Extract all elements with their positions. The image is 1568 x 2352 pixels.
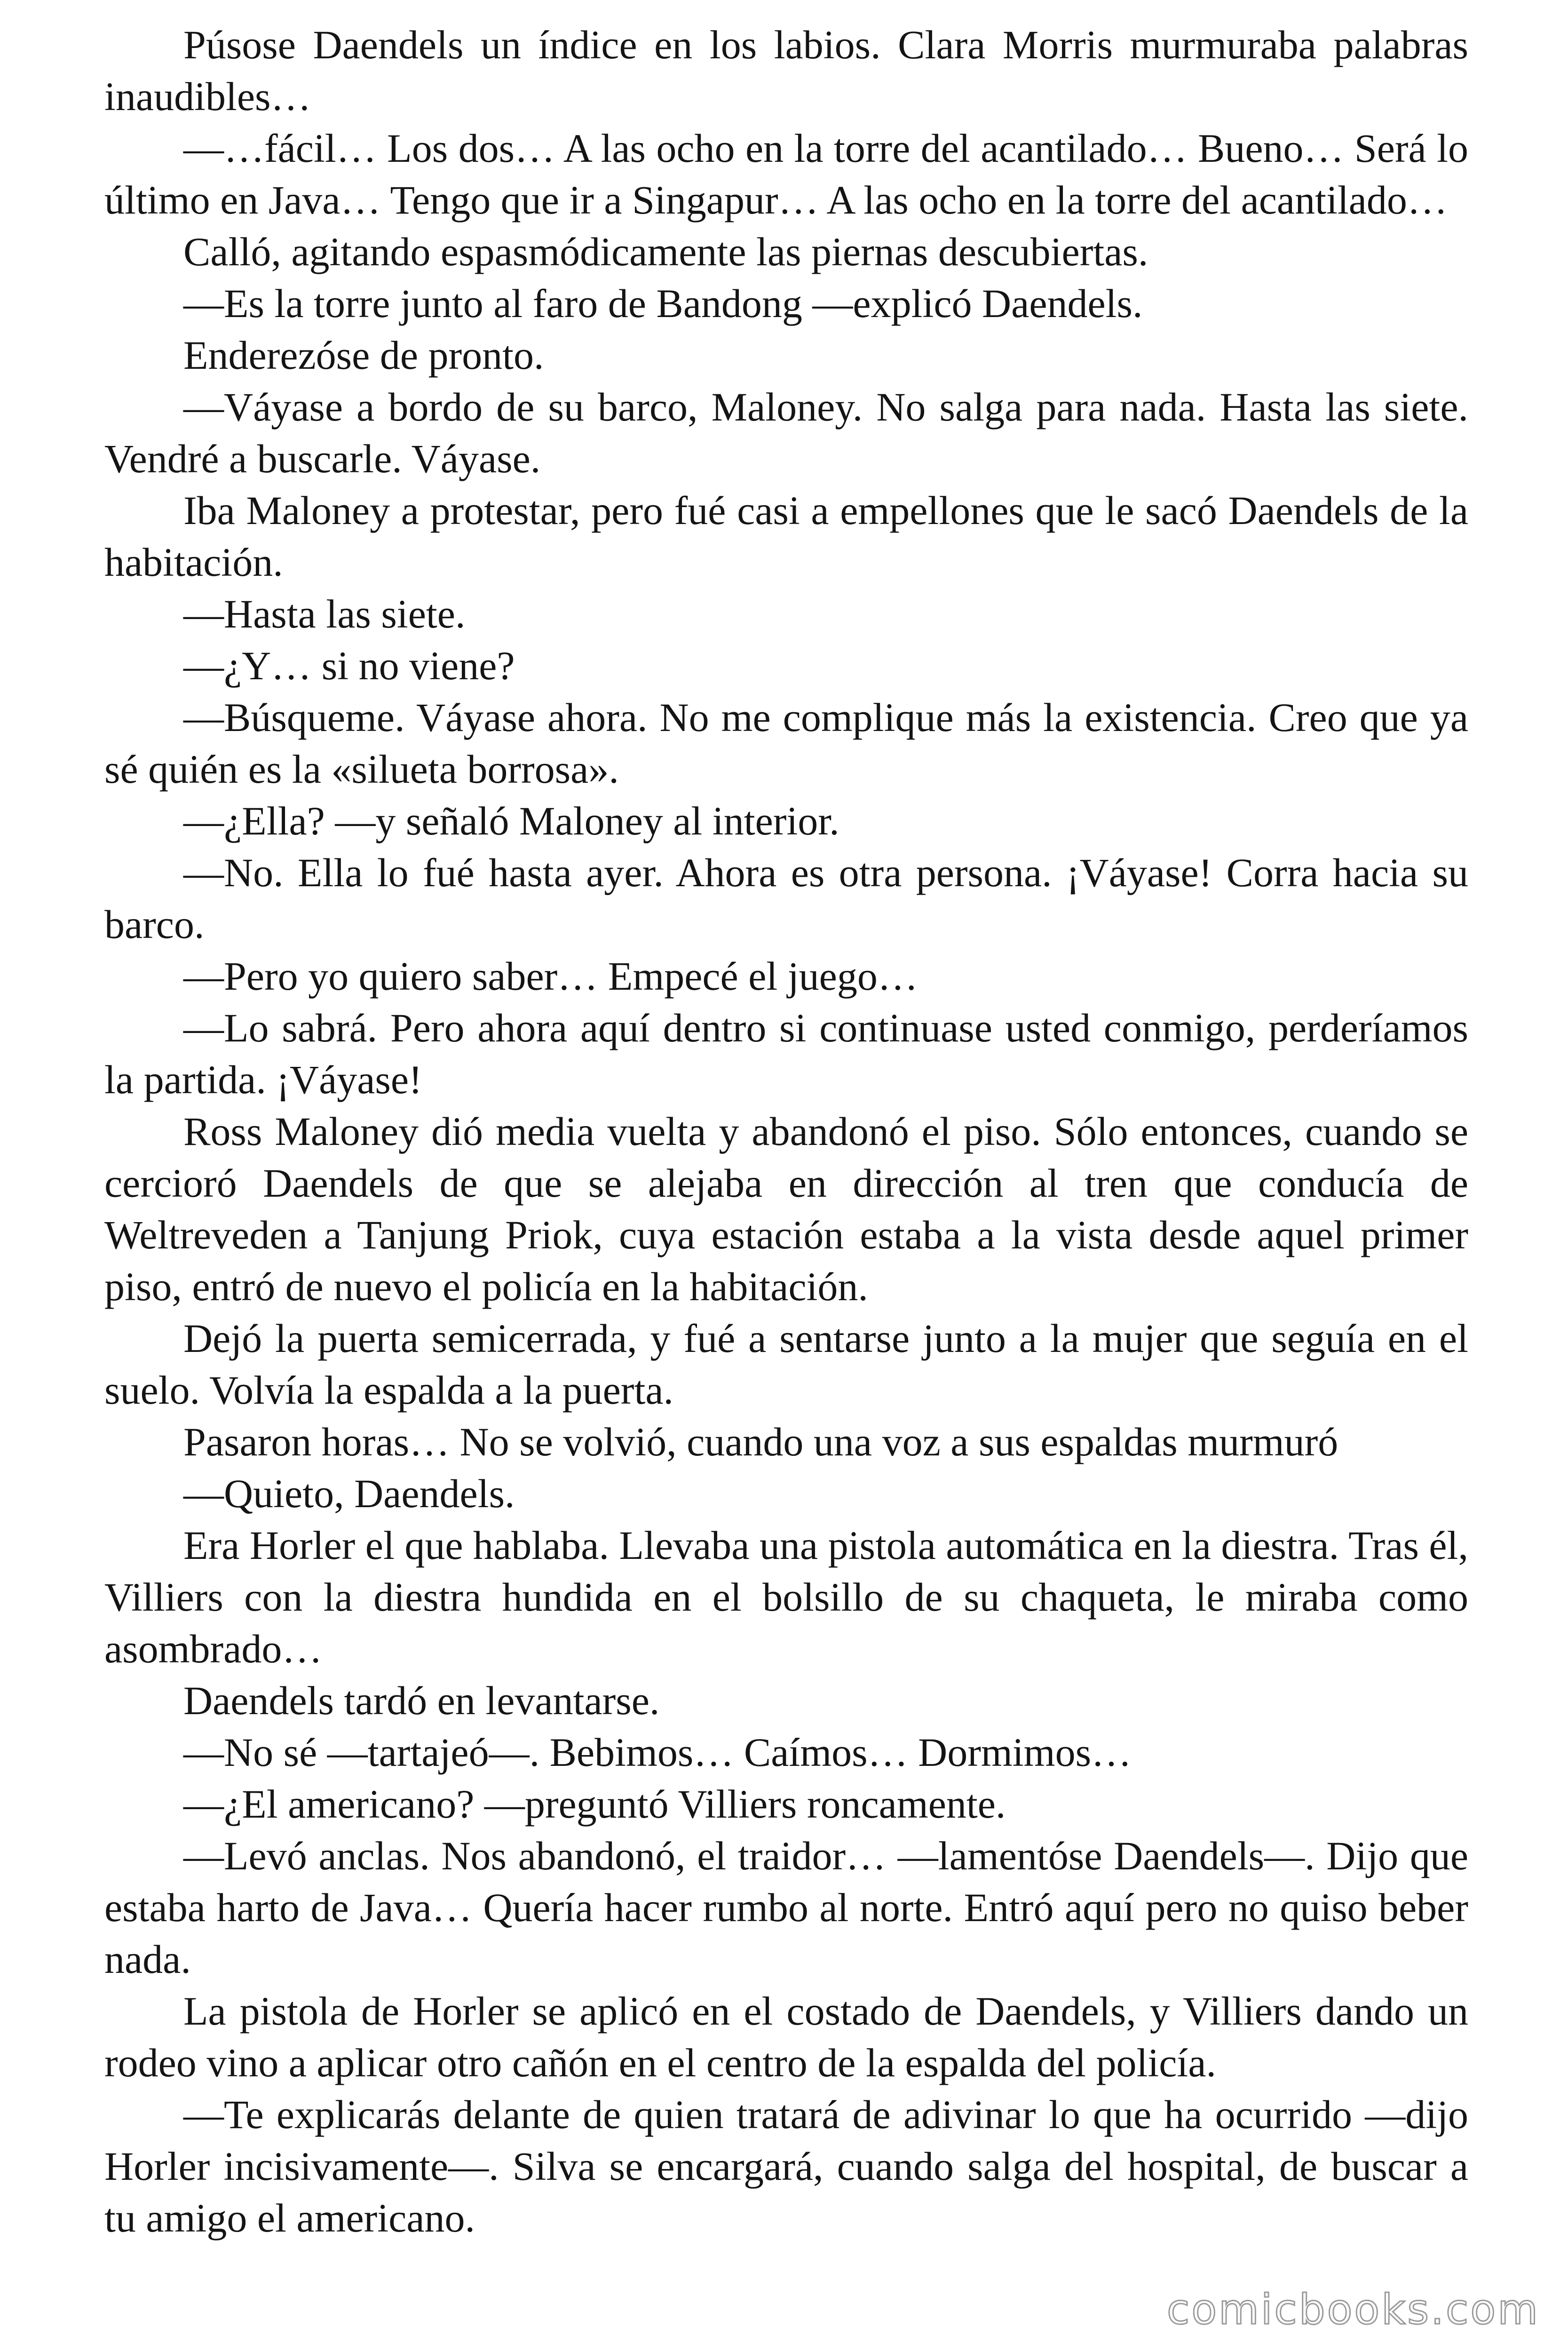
paragraph: Daendels tardó en levantarse.	[183, 1678, 660, 1723]
paragraph: Era Horler el que hablaba. Llevaba una pistola automática en la diestra. Tras él, Villiers con la diestra hundida en el bolsillo de su chaqueta, le miraba como asombrado…	[104, 1523, 1468, 1671]
paragraph: Dejó la puerta semicerrada, y fué a sentarse junto a la mujer que seguía en el suelo. Volvía la espalda a la puerta.	[104, 1316, 1468, 1413]
paragraph: Pasaron horas… No se volvió, cuando una voz a sus espaldas murmuró	[183, 1419, 1338, 1464]
paragraph: —Pero yo quiero saber… Empecé el juego…	[183, 954, 918, 999]
paragraph: Calló, agitando espasmódicamente las piernas descubiertas.	[183, 229, 1148, 274]
paragraph: —¿Y… si no viene?	[183, 643, 515, 688]
book-page-text	[104, 19, 1468, 2244]
paragraph: —Búsqueme. Váyase ahora. No me complique más la existencia. Creo que ya sé quién es la «silueta borrosa».	[104, 695, 1468, 792]
paragraph: —Váyase a bordo de su barco, Maloney. No salga para nada. Hasta las siete. Vendré a buscarle. Váyase.	[104, 384, 1468, 481]
paragraph: —Es la torre junto al faro de Bandong —explicó Daendels.	[183, 281, 1143, 326]
paragraph: Púsose Daendels un índice en los labios. Clara Morris murmuraba palabras inaudibles…	[104, 22, 1468, 119]
paragraph: —Quieto, Daendels.	[183, 1471, 515, 1516]
paragraph: Ross Maloney dió media vuelta y abandonó el piso. Sólo entonces, cuando se cercioró Daendels de que se alejaba en dirección al tren que conducía de Weltreveden a Tanjung Priok, cuya estación estaba a la vista desde aquel primer piso, entró de nuevo el policía en la habitación.	[104, 1109, 1468, 1309]
paragraph: —Te explicarás delante de quien tratará de adivinar lo que ha ocurrido —dijo Horler incisivamente—. Silva se encargará, cuando salga del hospital, de buscar a tu amigo el americano.	[104, 2092, 1468, 2241]
paragraph: Iba Maloney a protestar, pero fué casi a empellones que le sacó Daendels de la habitación.	[104, 488, 1468, 585]
paragraph: —Levó anclas. Nos abandonó, el traidor… —lamentóse Daendels—. Dijo que estaba harto de Java… Quería hacer rumbo al norte. Entró aquí pero no quiso beber nada.	[104, 1833, 1468, 1982]
paragraph: —¿El americano? —preguntó Villiers roncamente.	[183, 1781, 1006, 1827]
paragraph: Enderezóse de pronto.	[183, 333, 544, 378]
paragraph: —No. Ella lo fué hasta ayer. Ahora es otra persona. ¡Váyase! Corra hacia su barco.	[104, 850, 1468, 947]
paragraph: —…fácil… Los dos… A las ocho en la torre del acantilado… Bueno… Será lo último en Java… Tengo que ir a Singapur… A las ocho en la torre del acantilado…	[104, 126, 1468, 222]
paragraph: La pistola de Horler se aplicó en el costado de Daendels, y Villiers dando un rodeo vino a aplicar otro cañón en el centro de la espalda del policía.	[104, 1988, 1468, 2085]
paragraph: —¿Ella? —y señaló Maloney al interior.	[183, 798, 839, 843]
paragraph: —Hasta las siete.	[183, 591, 466, 636]
paragraph: —Lo sabrá. Pero ahora aquí dentro si continuase usted conmigo, perderíamos la partida. ¡Váyase!	[104, 1005, 1468, 1102]
watermark: comicbooks.com	[1166, 2285, 1540, 2334]
paragraph: —No sé —tartajeó—. Bebimos… Caímos… Dormimos…	[183, 1730, 1132, 1775]
